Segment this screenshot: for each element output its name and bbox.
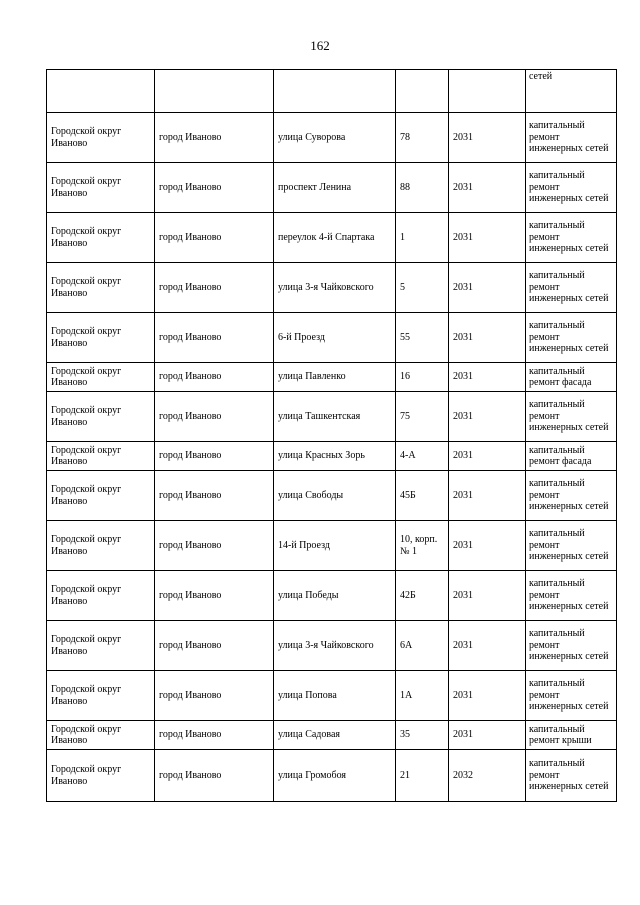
repair-schedule-table: [46, 69, 617, 802]
cell-street: улица Павленко: [274, 363, 396, 392]
table-row: [47, 442, 617, 471]
cell-house: 6А: [396, 621, 449, 671]
cell-work: капитальный ремонт крыши: [526, 721, 617, 750]
table-row: [47, 671, 617, 721]
cell-street: улица Попова: [274, 671, 396, 721]
cell-district: Городской округ Иваново: [47, 621, 155, 671]
table-row: [47, 721, 617, 750]
cell-year: [449, 70, 526, 113]
cell-city: город Иваново: [155, 113, 274, 163]
cell-work: капитальный ремонт инженерных сетей: [526, 471, 617, 521]
cell-district: Городской округ Иваново: [47, 442, 155, 471]
cell-work: сетей: [526, 70, 617, 113]
cell-house: 10, корп. № 1: [396, 521, 449, 571]
cell-district: Городской округ Иваново: [47, 721, 155, 750]
cell-house: 42Б: [396, 571, 449, 621]
cell-house: 5: [396, 263, 449, 313]
cell-house: 1А: [396, 671, 449, 721]
cell-city: город Иваново: [155, 163, 274, 213]
cell-city: город Иваново: [155, 313, 274, 363]
cell-district: Городской округ Иваново: [47, 213, 155, 263]
cell-house: [396, 70, 449, 113]
cell-city: город Иваново: [155, 521, 274, 571]
cell-city: город Иваново: [155, 442, 274, 471]
cell-year: 2032: [449, 750, 526, 802]
cell-district: Городской округ Иваново: [47, 163, 155, 213]
cell-district: [47, 70, 155, 113]
cell-work: капитальный ремонт инженерных сетей: [526, 671, 617, 721]
cell-year: 2031: [449, 113, 526, 163]
cell-city: город Иваново: [155, 471, 274, 521]
cell-district: Городской округ Иваново: [47, 263, 155, 313]
table-row: [47, 113, 617, 163]
cell-district: Городской округ Иваново: [47, 392, 155, 442]
table-row: [47, 363, 617, 392]
cell-year: 2031: [449, 521, 526, 571]
cell-year: 2031: [449, 263, 526, 313]
cell-house: 45Б: [396, 471, 449, 521]
cell-city: город Иваново: [155, 363, 274, 392]
cell-city: город Иваново: [155, 392, 274, 442]
cell-work: капитальный ремонт инженерных сетей: [526, 113, 617, 163]
cell-district: Городской округ Иваново: [47, 313, 155, 363]
cell-street: улица 3-я Чайковского: [274, 263, 396, 313]
cell-house: 35: [396, 721, 449, 750]
cell-street: улица Свободы: [274, 471, 396, 521]
cell-street: 14-й Проезд: [274, 521, 396, 571]
cell-district: Городской округ Иваново: [47, 521, 155, 571]
cell-house: 88: [396, 163, 449, 213]
cell-work: капитальный ремонт фасада: [526, 442, 617, 471]
cell-street: улица Садовая: [274, 721, 396, 750]
cell-year: 2031: [449, 621, 526, 671]
cell-street: улица Красных Зорь: [274, 442, 396, 471]
cell-city: город Иваново: [155, 263, 274, 313]
cell-city: город Иваново: [155, 621, 274, 671]
cell-house: 16: [396, 363, 449, 392]
cell-city: город Иваново: [155, 750, 274, 802]
cell-year: 2031: [449, 442, 526, 471]
cell-year: 2031: [449, 721, 526, 750]
cell-street: переулок 4-й Спартака: [274, 213, 396, 263]
cell-year: 2031: [449, 163, 526, 213]
cell-district: Городской округ Иваново: [47, 363, 155, 392]
cell-year: 2031: [449, 471, 526, 521]
page-number: 162: [310, 38, 330, 53]
table-row: [47, 471, 617, 521]
table-row: [47, 70, 617, 113]
cell-street: улица 3-я Чайковского: [274, 621, 396, 671]
cell-city: город Иваново: [155, 721, 274, 750]
table-row: [47, 213, 617, 263]
table-row: [47, 750, 617, 802]
table-row: [47, 163, 617, 213]
cell-work: капитальный ремонт инженерных сетей: [526, 621, 617, 671]
cell-city: [155, 70, 274, 113]
cell-house: 55: [396, 313, 449, 363]
cell-district: Городской округ Иваново: [47, 571, 155, 621]
cell-work: капитальный ремонт инженерных сетей: [526, 213, 617, 263]
cell-work: капитальный ремонт инженерных сетей: [526, 571, 617, 621]
table-row: [47, 521, 617, 571]
cell-city: город Иваново: [155, 571, 274, 621]
cell-house: 4-А: [396, 442, 449, 471]
table-row: [47, 313, 617, 363]
cell-house: 21: [396, 750, 449, 802]
cell-year: 2031: [449, 213, 526, 263]
cell-street: улица Суворова: [274, 113, 396, 163]
cell-street: 6-й Проезд: [274, 313, 396, 363]
cell-year: 2031: [449, 363, 526, 392]
table-row: [47, 392, 617, 442]
cell-house: 78: [396, 113, 449, 163]
cell-street: улица Громобоя: [274, 750, 396, 802]
cell-city: город Иваново: [155, 671, 274, 721]
cell-house: 75: [396, 392, 449, 442]
cell-work: капитальный ремонт инженерных сетей: [526, 750, 617, 802]
cell-work: капитальный ремонт инженерных сетей: [526, 313, 617, 363]
table-body: [47, 70, 617, 802]
table-row: [47, 571, 617, 621]
cell-street: проспект Ленина: [274, 163, 396, 213]
cell-work: капитальный ремонт инженерных сетей: [526, 521, 617, 571]
cell-city: город Иваново: [155, 213, 274, 263]
cell-street: улица Ташкентская: [274, 392, 396, 442]
cell-year: 2031: [449, 671, 526, 721]
cell-work: капитальный ремонт инженерных сетей: [526, 163, 617, 213]
table-row: [47, 621, 617, 671]
cell-year: 2031: [449, 571, 526, 621]
cell-work: капитальный ремонт инженерных сетей: [526, 392, 617, 442]
cell-work: капитальный ремонт фасада: [526, 363, 617, 392]
table-row: [47, 263, 617, 313]
cell-district: Городской округ Иваново: [47, 671, 155, 721]
cell-street: улица Победы: [274, 571, 396, 621]
cell-year: 2031: [449, 313, 526, 363]
cell-year: 2031: [449, 392, 526, 442]
cell-street: [274, 70, 396, 113]
cell-district: Городской округ Иваново: [47, 750, 155, 802]
cell-house: 1: [396, 213, 449, 263]
cell-district: Городской округ Иваново: [47, 113, 155, 163]
cell-work: капитальный ремонт инженерных сетей: [526, 263, 617, 313]
cell-district: Городской округ Иваново: [47, 471, 155, 521]
